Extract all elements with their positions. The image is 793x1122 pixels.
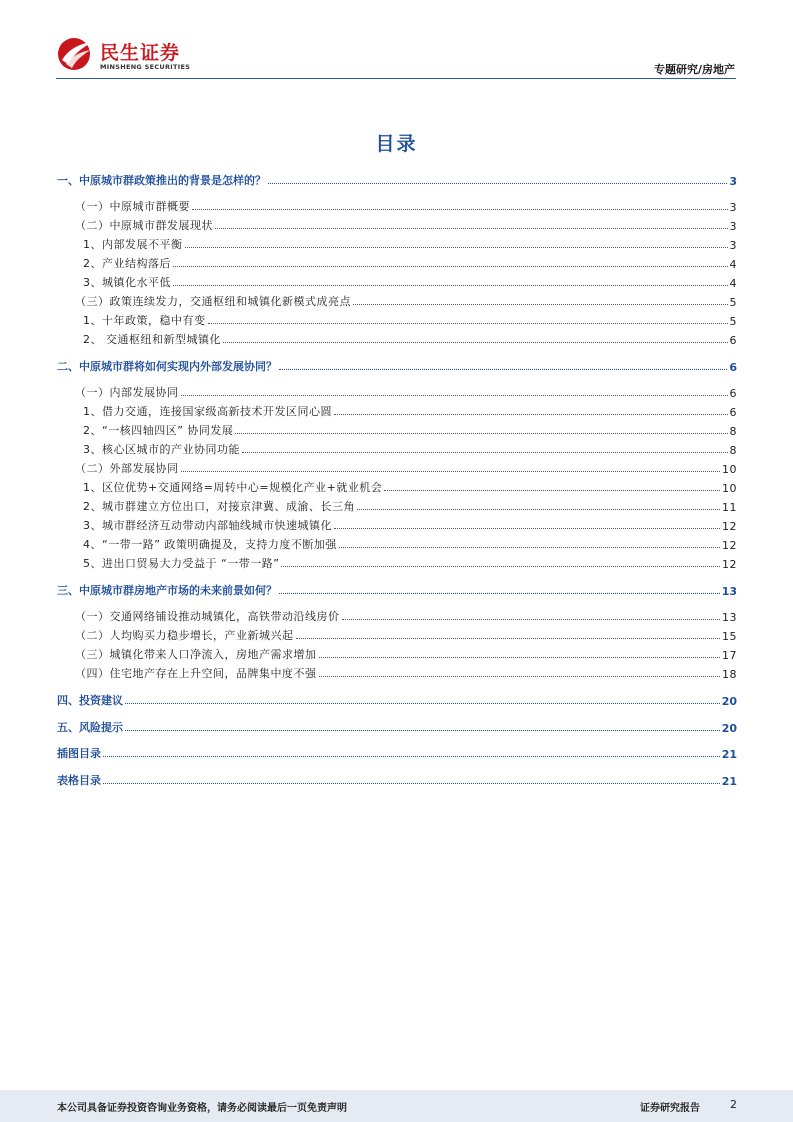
toc-leader-dots: [235, 433, 727, 434]
toc-entry[interactable]: [57, 215, 737, 233]
toc-entry-page: 5: [729, 296, 737, 309]
footer-report-type: 证券研究报告: [640, 1103, 700, 1114]
toc-leader-dots: [181, 471, 721, 472]
toc-entry[interactable]: [57, 439, 737, 457]
toc-entry-page: 6: [729, 387, 737, 400]
toc-entry[interactable]: [57, 310, 737, 328]
toc-leader-dots: [125, 703, 720, 704]
report-category: 专题研究/房地产: [653, 63, 735, 76]
toc-entry-text: 5、进出口贸易大力受益于 “一带一路”: [83, 557, 280, 570]
toc-leader-dots: [208, 323, 728, 324]
toc-entry-page: 13: [721, 585, 737, 598]
toc-entry[interactable]: [57, 234, 737, 252]
toc-entry-page: 13: [722, 611, 737, 624]
toc-leader-dots: [296, 638, 721, 639]
toc-entry-page: 21: [721, 775, 737, 788]
toc-entry[interactable]: [57, 291, 737, 309]
toc-entry-text: 1、内部发展不平衡: [83, 238, 183, 251]
toc-entry-text: 插图目录: [57, 747, 101, 760]
toc-entry-page: 15: [722, 630, 737, 643]
toc-leader-dots: [103, 756, 720, 757]
toc-entry-text: （二）外部发展协同: [75, 462, 179, 475]
toc-entry[interactable]: [57, 717, 737, 735]
footer-page-number: 2: [730, 1098, 737, 1111]
toc-entry-text: 1、区位优势+交通网络=周转中心=规模化产业+就业机会: [83, 481, 383, 494]
toc-entry[interactable]: [57, 477, 737, 495]
toc-entry[interactable]: [57, 496, 737, 514]
toc-leader-dots: [223, 342, 728, 343]
toc-entry[interactable]: [57, 329, 737, 347]
toc-entry-text: 二、中原城市群将如何实现内外部发展协同？: [57, 360, 277, 373]
toc-entry-page: 6: [729, 361, 737, 374]
toc-entry[interactable]: [57, 553, 737, 571]
toc-entry[interactable]: [57, 253, 737, 271]
toc-entry-text: 四、投资建议: [57, 694, 123, 707]
toc-entry-page: 12: [722, 558, 737, 571]
toc-entry[interactable]: [57, 458, 737, 476]
page-header: [0, 0, 793, 80]
toc-entry-page: 20: [721, 722, 737, 735]
toc-leader-dots: [342, 619, 721, 620]
toc-entry-page: 6: [729, 406, 737, 419]
toc-entry[interactable]: [57, 170, 737, 188]
toc-entry[interactable]: [57, 625, 737, 643]
toc-entry-page: 3: [729, 201, 737, 214]
toc-leader-dots: [268, 183, 727, 184]
toc-entry-text: （四）住宅地产存在上升空间，品牌集中度不强: [75, 667, 317, 680]
toc-leader-dots: [279, 369, 727, 370]
toc-entry-page: 5: [729, 315, 737, 328]
page-footer: [0, 1090, 793, 1122]
toc-leader-dots: [334, 528, 720, 529]
company-logo: [56, 36, 206, 76]
toc-entry-text: 3、核心区城市的产业协同功能: [83, 443, 240, 456]
toc-entry-text: （一）中原城市群概要: [75, 200, 190, 213]
toc-entry-text: 4、“一带一路” 政策明确提及，支持力度不断加强: [83, 538, 337, 551]
toc-leader-dots: [357, 509, 720, 510]
toc-entry-text: （一）内部发展协同: [75, 386, 179, 399]
toc-leader-dots: [173, 285, 728, 286]
toc-entry-text: 表格目录: [57, 774, 101, 787]
toc-entry[interactable]: [57, 534, 737, 552]
toc-leader-dots: [319, 657, 721, 658]
toc-entry[interactable]: [57, 743, 737, 761]
toc-entry-text: 三、中原城市群房地产市场的未来前景如何？: [57, 584, 277, 597]
toc-leader-dots: [192, 209, 728, 210]
toc-leader-dots: [279, 593, 720, 594]
toc-leader-dots: [103, 783, 720, 784]
toc-entry-text: 3、城市群经济互动带动内部轴线城市快速城镇化: [83, 519, 332, 532]
toc-entry-text: 3、城镇化水平低: [83, 276, 171, 289]
toc-leader-dots: [339, 547, 720, 548]
toc-leader-dots: [215, 228, 728, 229]
toc-entry-page: 6: [729, 334, 737, 347]
toc-entry-page: 10: [722, 482, 737, 495]
toc-entry[interactable]: [57, 515, 737, 533]
toc-entry[interactable]: [57, 580, 737, 598]
toc-entry[interactable]: [57, 606, 737, 624]
toc-entry-page: 8: [729, 444, 737, 457]
toc-entry-page: 12: [722, 539, 737, 552]
toc-entry-page: 17: [722, 649, 737, 662]
toc-entry-page: 8: [729, 425, 737, 438]
toc-entry-text: （三）城镇化带来人口净流入，房地产需求增加: [75, 648, 317, 661]
toc-entry-text: 五、风险提示: [57, 721, 123, 734]
toc-leader-dots: [353, 304, 728, 305]
toc-leader-dots: [173, 266, 728, 267]
toc-entry-text: 2、 交通枢纽和新型城镇化: [83, 333, 221, 346]
toc-leader-dots: [319, 676, 721, 677]
toc-entry[interactable]: [57, 770, 737, 788]
toc-leader-dots: [334, 414, 728, 415]
toc-entry-text: 2、产业结构落后: [83, 257, 171, 270]
toc-entry[interactable]: [57, 356, 737, 374]
logo-english-name: MINSHENG SECURITIES: [100, 63, 191, 71]
toc-leader-dots: [281, 566, 720, 567]
toc-entry[interactable]: [57, 196, 737, 214]
toc-entry[interactable]: [57, 401, 737, 419]
toc-leader-dots: [242, 452, 728, 453]
toc-entry[interactable]: [57, 690, 737, 708]
toc-entry-page: 18: [722, 668, 737, 681]
toc-leader-dots: [181, 395, 728, 396]
toc-entry[interactable]: [57, 272, 737, 290]
toc-entry-text: 1、借力交通，连接国家级高新技术开发区同心圆: [83, 405, 332, 418]
toc-leader-dots: [384, 490, 720, 491]
toc-title: 目录: [375, 133, 418, 155]
toc-entry-text: 1、十年政策，稳中有变: [83, 314, 206, 327]
toc-entry-page: 11: [722, 501, 737, 514]
toc-entry[interactable]: [57, 644, 737, 662]
toc-entry-text: （二）人均购买力稳步增长，产业新城兴起: [75, 629, 294, 642]
toc-entry-page: 21: [721, 748, 737, 761]
toc-entry-text: 2、城市群建立方位出口，对接京津冀、成渝、长三角: [83, 500, 355, 513]
toc-entry-page: 20: [721, 695, 737, 708]
toc-leader-dots: [185, 247, 728, 248]
toc-entry-page: 4: [729, 277, 737, 290]
logo-chinese-name: 民生证券: [100, 42, 181, 64]
logo-mark-icon: [56, 36, 96, 72]
toc-entry[interactable]: [57, 663, 737, 681]
toc-entry-page: 3: [729, 239, 737, 252]
toc-entry-page: 10: [722, 463, 737, 476]
toc-entry-page: 3: [729, 175, 737, 188]
footer-disclaimer: 本公司具备证券投资咨询业务资格，请务必阅读最后一页免责声明: [57, 1103, 347, 1114]
toc-entry-page: 3: [729, 220, 737, 233]
toc-entry-page: 12: [722, 520, 737, 533]
toc-entry-text: （三）政策连续发力，交通枢纽和城镇化新模式成亮点: [75, 295, 351, 308]
toc-entry[interactable]: [57, 420, 737, 438]
toc-entry-text: 一、中原城市群政策推出的背景是怎样的？: [57, 174, 266, 187]
toc-leader-dots: [125, 730, 720, 731]
header-divider: [56, 78, 736, 79]
toc-entry[interactable]: [57, 382, 737, 400]
toc-entry-text: （一）交通网络铺设推动城镇化，高铁带动沿线房价: [75, 610, 340, 623]
toc-entry-text: 2、“一核四轴四区” 协同发展: [83, 424, 234, 437]
toc-entry-page: 4: [729, 258, 737, 271]
toc-entry-text: （二）中原城市群发展现状: [75, 219, 213, 232]
